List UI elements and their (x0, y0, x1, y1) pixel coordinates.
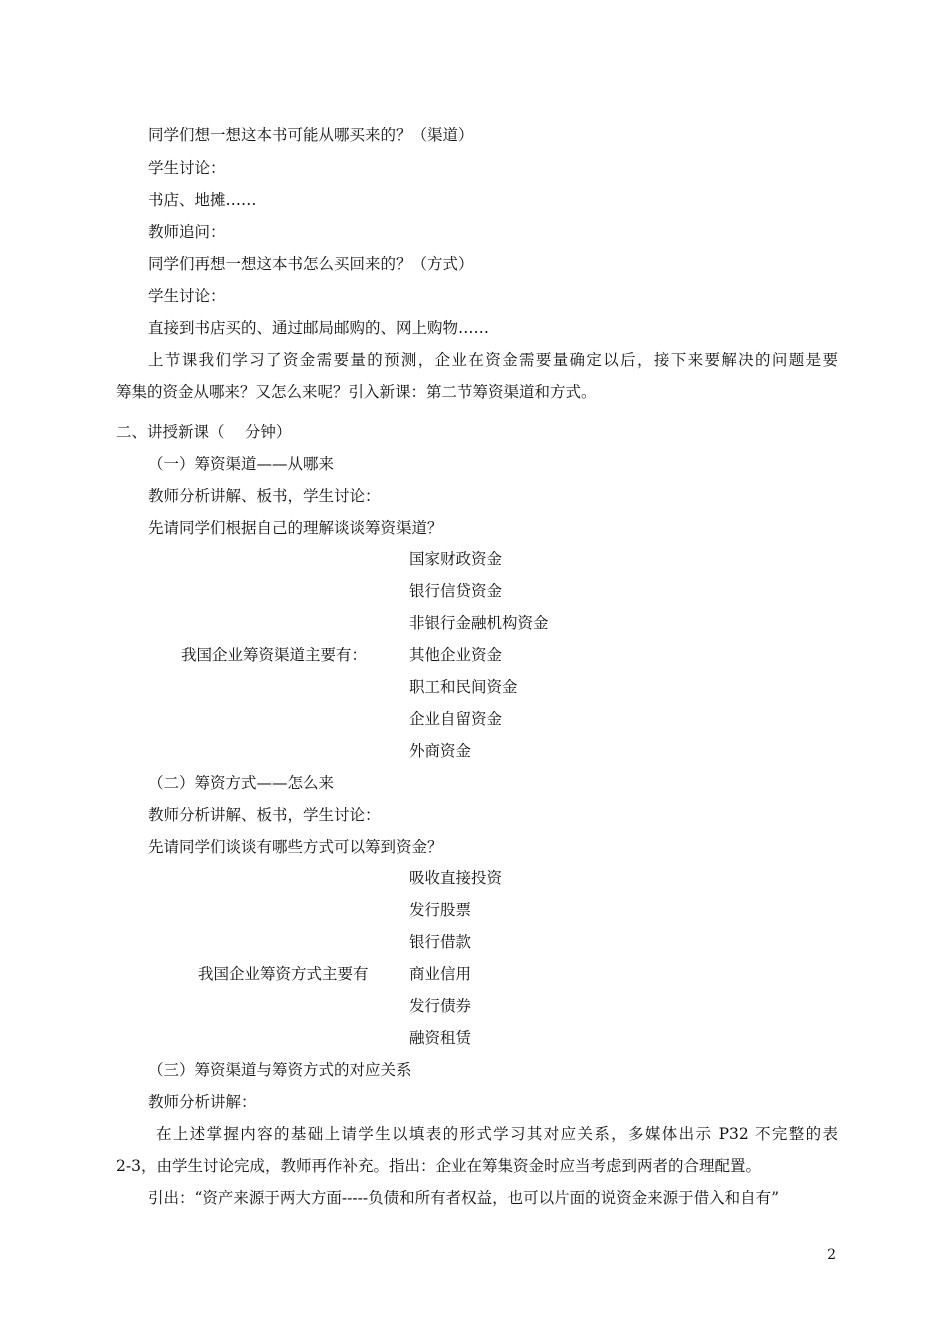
paragraph-line: 教师分析讲解、板书，学生讨论： (148, 806, 381, 824)
paragraph-line: 同学们想一想这本书可能从哪买来的？（渠道） (148, 126, 474, 144)
method-item: 吸收直接投资 (409, 869, 503, 887)
section-heading: 二、讲授新课（ 分钟） (116, 423, 292, 441)
method-item: 银行借款 (409, 933, 472, 951)
channel-item: 外商资金 (409, 742, 472, 760)
paragraph-line: 在上述掌握内容的基础上请学生以填表的形式学习其对应关系，多媒体出示 P32 不完整的表 (156, 1125, 838, 1143)
paragraph-line: 直接到书店买的、通过邮局邮购的、网上购物…… (148, 319, 490, 337)
paragraph-line: 学生讨论： (148, 287, 226, 305)
channel-item: 非银行金融机构资金 (409, 614, 549, 632)
channels-label: 我国企业筹资渠道主要有： (181, 646, 368, 664)
channel-item: 职工和民间资金 (409, 678, 518, 696)
paragraph-line: 同学们再想一想这本书怎么买回来的？（方式） (148, 255, 474, 273)
method-item: 融资租赁 (409, 1029, 472, 1047)
channel-item: 企业自留资金 (409, 710, 503, 728)
paragraph-line: 教师分析讲解： (148, 1093, 257, 1111)
paragraph-line: 教师追问： (148, 223, 226, 241)
method-item: 发行债券 (409, 997, 472, 1015)
paragraph-line: 教师分析讲解、板书，学生讨论： (148, 487, 381, 505)
channel-item: 国家财政资金 (409, 550, 503, 568)
paragraph-line: 先请同学们谈谈有哪些方式可以筹到资金？ (148, 838, 443, 856)
method-item: 商业信用 (409, 965, 472, 983)
subsection-heading: （三）筹资渠道与筹资方式的对应关系 (148, 1061, 412, 1079)
channel-item: 其他企业资金 (409, 646, 503, 664)
channel-item: 银行信贷资金 (409, 582, 503, 600)
paragraph-line: 书店、地摊…… (148, 191, 257, 209)
subsection-heading: （二）筹资方式——怎么来 (148, 774, 335, 792)
paragraph-line: 筹集的资金从哪来？又怎么来呢？引入新课：第二节筹资渠道和方式。 (116, 383, 597, 401)
subsection-heading: （一）筹资渠道——从哪来 (148, 455, 335, 473)
paragraph-line: 学生讨论： (148, 159, 226, 177)
paragraph-line: 2-3，由学生讨论完成，教师再作补充。指出：企业在筹集资金时应当考虑到两者的合理配置。 (116, 1157, 761, 1175)
page-number: 2 (827, 1247, 836, 1263)
paragraph-line: 先请同学们根据自己的理解谈谈筹资渠道？ (148, 519, 443, 537)
methods-label: 我国企业筹资方式主要有 (198, 965, 369, 983)
paragraph-line: 引出：“资产来源于两大方面-----负债和所有者权益，也可以片面的说资金来源于借入和自有” (148, 1189, 780, 1207)
paragraph-line: 上节课我们学习了资金需要量的预测，企业在资金需要量确定以后，接下来要解决的问题是要 (148, 351, 838, 369)
method-item: 发行股票 (409, 901, 472, 919)
